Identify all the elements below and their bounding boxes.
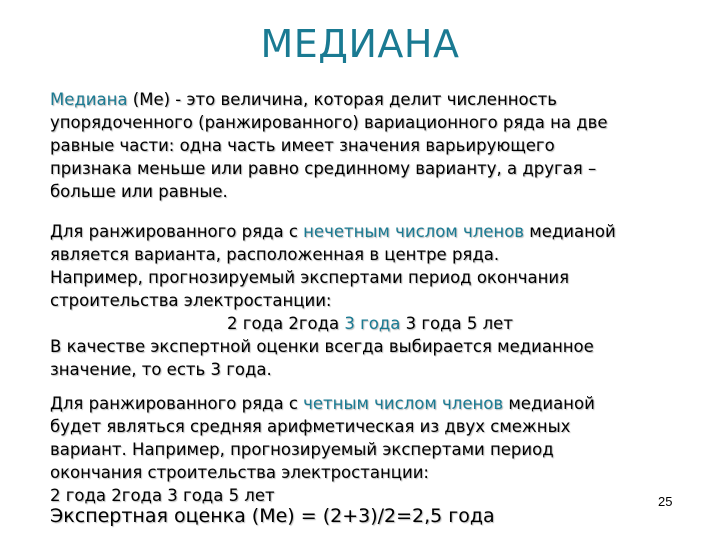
even-line-3: вариант. Например, прогнозируемый экспертами период <box>50 440 554 459</box>
definition-line-1-text: (Ме) - это величина, которая делит численность <box>127 90 558 109</box>
odd-example-start: 2 года 2года <box>227 314 345 333</box>
slide-title <box>0 22 720 66</box>
even-line-1-end: медианой <box>503 394 595 413</box>
odd-line-7: значение, то есть 3 года. <box>50 360 272 379</box>
even-line-2: будет являться средняя арифметическая из двух смежных <box>50 417 571 436</box>
page-number: 25 <box>658 494 673 509</box>
slide-title-text: МЕДИАНА <box>260 22 460 66</box>
odd-line-2: является варианта, расположенная в центре ряда. <box>50 245 500 264</box>
odd-line-3: Например, прогнозируемый экспертами период окончания <box>50 268 570 287</box>
even-line-1-start: Для ранжированного ряда с <box>50 394 304 413</box>
odd-line-6: В качестве экспертной оценки всегда выбирается медианное <box>50 337 594 356</box>
definition-line-2: упорядоченного (ранжированного) вариационного ряда на две <box>50 113 608 132</box>
even-series-example: 2 года 2года 3 года 5 лет <box>50 486 275 505</box>
odd-line-1 <box>50 220 690 243</box>
definition-paragraph <box>50 88 690 203</box>
definition-line-5: больше или равные. <box>50 182 228 201</box>
definition-line-1 <box>50 88 690 111</box>
odd-median-highlight: 3 года <box>344 314 401 333</box>
odd-series-paragraph <box>50 220 690 381</box>
odd-count-highlight: нечетным числом членов <box>303 222 525 241</box>
definition-line-3: равные части: одна часть имеет значения варьирующего <box>50 136 555 155</box>
odd-line-4: строительства электростанции: <box>50 291 332 310</box>
even-count-highlight: четным числом членов <box>303 394 504 413</box>
odd-example-end: 3 года 5 лет <box>400 314 513 333</box>
odd-line-1-start: Для ранжированного ряда с <box>50 222 304 241</box>
median-term: Медиана <box>50 90 128 109</box>
expert-estimate-formula: Экспертная оценка (Ме) = (2+3)/2=2,5 года <box>50 505 495 527</box>
odd-line-1-end: медианой <box>524 222 616 241</box>
even-line-1 <box>50 392 690 415</box>
even-series-paragraph <box>50 392 690 507</box>
odd-series-example <box>50 312 690 335</box>
even-line-4: окончания строительства электростанции: <box>50 463 429 482</box>
definition-line-4: признака меньше или равно срединному варианту, а другая – <box>50 159 597 178</box>
